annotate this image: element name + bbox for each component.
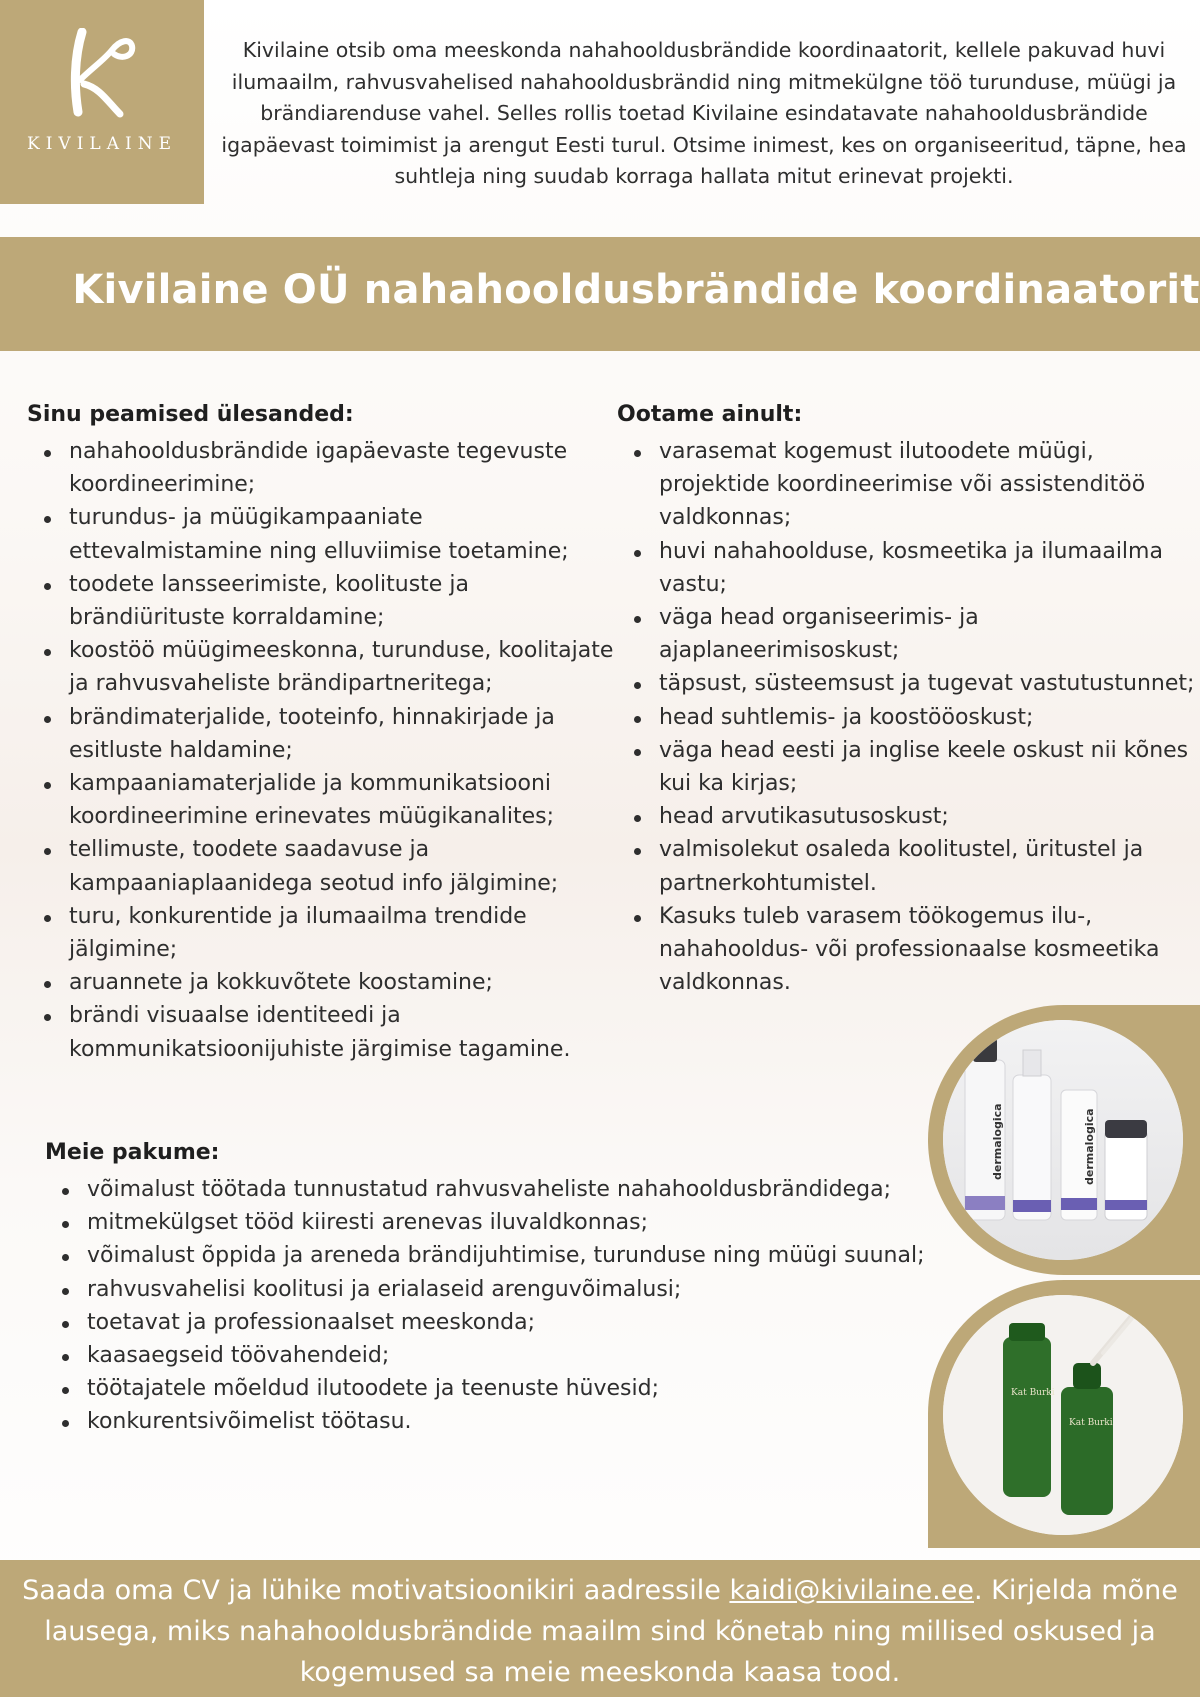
offer-list (45, 1173, 945, 1439)
requirements-heading: Ootame ainult: (617, 402, 803, 427)
list-item: turundus- ja müügikampaaniate ettevalmistamine ning elluviimise toetamine; (27, 501, 617, 567)
dermalogica-bottles-icon (943, 1020, 1183, 1260)
list-item: mitmekülgset tööd kiiresti arenevas iluvaldkonnas; (45, 1206, 945, 1239)
dermalogica-label: dermalogica (991, 1103, 1004, 1180)
list-item: täpsust, süsteemsust ja tugevat vastutustunnet; (617, 667, 1197, 700)
list-item: kaasaegseid töövahendeid; (45, 1339, 945, 1372)
list-item: turu, konkurentide ja ilumaailma trendide jälgimine; (27, 900, 617, 966)
logo (0, 0, 204, 204)
list-item: head arvutikasutusoskust; (617, 800, 1197, 833)
logo-wordmark: KIVILAINE (27, 134, 177, 154)
kivilaine-k-logo-icon (60, 28, 144, 118)
list-item: kampaaniamaterjalide ja kommunikatsiooni koordineerimine erinevates müügikanalites; (27, 767, 617, 833)
product-image-kat-burki (928, 1280, 1200, 1548)
footer-text-before: Saada oma CV ja lühike motivatsioonikiri aadressile (22, 1575, 730, 1606)
product-image-dermalogica (928, 1005, 1200, 1275)
kat-burki-label: Kat Burki (1011, 1388, 1055, 1398)
footer-text-after: . Kirjelda mõne lausega, miks nahahooldusbrändide maailm sind kõnetab ning millised oskused ja kogemused sa meie meeskonda kaasa tood. (44, 1575, 1178, 1688)
intro-paragraph: Kivilaine otsib oma meeskonda nahahooldusbrändide koordinaatorit, kellele pakuvad huvi ilumaailm, rahvusvahelised nahahooldusbrändid ning mitmekülgne töö turunduse, müügi ja brändiarenduse vahel. Selles rollis toetad Kivilaine esindatavate nahahooldusbrändide igapäevast toimimist ja arengut Eesti turul. Otsime inimest, kes on organiseeritud, täpne, hea suhtleja ning suudab korraga hallata mitut erinevat projekti. (221, 38, 1187, 189)
list-item: tellimuste, toodete saadavuse ja kampaaniaplaanidega seotud info jälgimine; (27, 833, 617, 899)
requirements-list (617, 435, 1197, 999)
list-item: brändimaterjalide, tooteinfo, hinnakirjade ja esitluste haldamine; (27, 701, 617, 767)
list-item: toodete lansseerimiste, koolituste ja brändiürituste korraldamine; (27, 568, 617, 634)
footer-text (20, 1570, 1180, 1693)
svg-text:Kat Burki: Kat Burki (1069, 1418, 1113, 1428)
list-item: rahvusvahelisi koolitusi ja erialaseid arenguvõimalusi; (45, 1273, 945, 1306)
list-item: koostöö müügimeeskonna, turunduse, koolitajate ja rahvusvaheliste brändipartneritega; (27, 634, 617, 700)
list-item: väga head organiseerimis- ja ajaplaneerimisoskust; (617, 601, 1197, 667)
list-item: brändi visuaalse identiteedi ja kommunikatsioonijuhiste järgimise tagamine. (27, 999, 617, 1065)
list-item: võimalust töötada tunnustatud rahvusvaheliste nahahooldusbrändidega; (45, 1173, 945, 1206)
page-title: Kivilaine OÜ nahahooldusbrändide koordinaatorit (72, 267, 1200, 313)
offer-heading: Meie pakume: (45, 1140, 220, 1165)
svg-text:dermalogica: dermalogica (1083, 1108, 1096, 1185)
green-serum-bottles-icon (943, 1295, 1183, 1535)
email-link[interactable]: kaidi@kivilaine.ee (729, 1575, 974, 1606)
list-item: valmisolekut osaleda koolitustel, üritustel ja partnerkohtumistel. (617, 833, 1197, 899)
tasks-heading: Sinu peamised ülesanded: (27, 402, 354, 427)
title-band (0, 237, 1200, 351)
tasks-list (27, 435, 617, 1066)
list-item: väga head eesti ja inglise keele oskust nii kõnes kui ka kirjas; (617, 734, 1197, 800)
list-item: huvi nahahoolduse, kosmeetika ja ilumaailma vastu; (617, 535, 1197, 601)
list-item: nahahooldusbrändide igapäevaste tegevuste koordineerimine; (27, 435, 617, 501)
list-item: aruannete ja kokkuvõtete koostamine; (27, 966, 617, 999)
list-item: varasemat kogemust ilutoodete müügi, projektide koordineerimise või assistenditöö valdkonnas; (617, 435, 1197, 535)
list-item: head suhtlemis- ja koostööoskust; (617, 701, 1197, 734)
list-item: toetavat ja professionaalset meeskonda; (45, 1306, 945, 1339)
list-item: töötajatele mõeldud ilutoodete ja teenuste hüvesid; (45, 1372, 945, 1405)
footer-band (0, 1560, 1200, 1697)
list-item: võimalust õppida ja areneda brändijuhtimise, turunduse ning müügi suunal; (45, 1239, 945, 1272)
list-item: konkurentsivõimelist töötasu. (45, 1405, 945, 1438)
list-item: Kasuks tuleb varasem töökogemus ilu-, nahahooldus- või professionaalse kosmeetika valdkonnas. (617, 900, 1197, 1000)
